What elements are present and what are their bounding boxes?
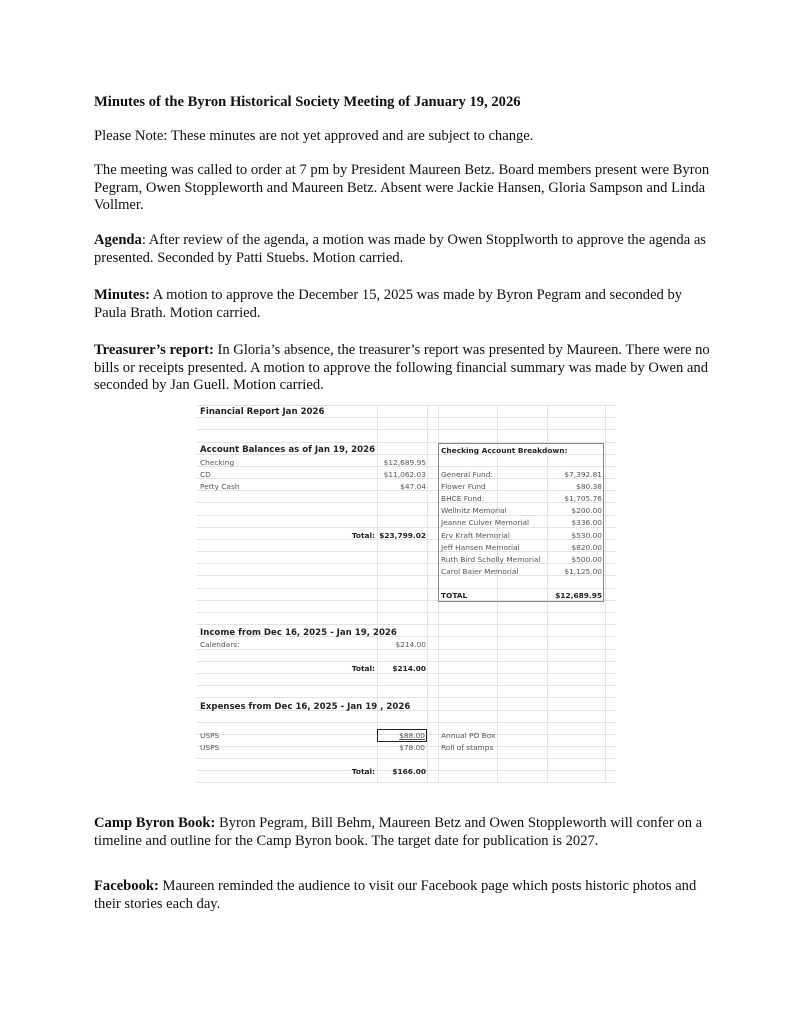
balance-value: $47.04	[400, 482, 426, 491]
camp-byron-book-paragraph	[94, 815, 714, 850]
income-label: Calendars:	[200, 640, 240, 649]
minutes-heading: Minutes:	[94, 287, 150, 303]
expenses-total-label: Total:	[351, 767, 375, 776]
facebook-paragraph	[94, 878, 714, 913]
agenda-text: After review of the agenda, a motion was made by Owen Stopplworth to approve the agenda as presented. Seconded by Patti Stuebs. Motion carried.	[94, 232, 706, 266]
minutes-paragraph	[94, 287, 714, 322]
income-total-label: Total:	[351, 664, 375, 673]
balance-label: CD	[200, 470, 211, 479]
gridline	[605, 405, 606, 783]
breakdown-value: $200.00	[571, 506, 602, 515]
expense-note: Roll of stamps	[441, 743, 494, 752]
gridline	[196, 697, 616, 698]
gridline	[196, 758, 616, 759]
gridline	[196, 782, 616, 783]
breakdown-total-label: TOTAL	[441, 591, 468, 600]
gridline	[196, 612, 616, 613]
balance-label: Petty Cash	[200, 482, 240, 491]
breakdown-value: $336.00	[571, 518, 602, 527]
agenda-heading: Agenda	[94, 232, 142, 248]
breakdown-label: Erv Kraft Memorial	[441, 531, 510, 540]
gridline	[196, 722, 616, 723]
facebook-text: Maureen reminded the audience to visit our Facebook page which posts historic photos and their stories each day.	[94, 878, 697, 912]
treasurers-report-paragraph	[94, 342, 714, 395]
breakdown-label: Jeff Hansen Memorial	[441, 543, 520, 552]
expense-note: Annual PO Box	[441, 731, 496, 740]
breakdown-value: $530.00	[571, 531, 602, 540]
breakdown-total-value: $12,689.95	[555, 591, 602, 600]
breakdown-value: $7,392.81	[564, 470, 602, 479]
breakdown-value: $80.38	[576, 482, 602, 491]
treasurers-report-heading: Treasurer’s report:	[94, 342, 214, 358]
income-heading: Income from Dec 16, 2025 - Jan 19, 2026	[200, 628, 397, 638]
gridline	[196, 685, 616, 686]
balance-value: $11,062.03	[383, 470, 426, 479]
breakdown-value: $500.00	[571, 555, 602, 564]
balance-value: $12,689.95	[383, 458, 426, 467]
expense-value: $78.00	[399, 743, 425, 752]
agenda-paragraph: Agenda: After review of the agenda, a motion was made by Owen Stopplworth to approve the agenda as presented. Seconded by Patti Stuebs. Motion carried.	[94, 232, 706, 266]
camp-byron-book-heading: Camp Byron Book:	[94, 815, 216, 831]
breakdown-label: General Fund:	[441, 470, 493, 479]
gridline	[196, 624, 616, 625]
expenses-heading: Expenses from Dec 16, 2025 - Jan 19 , 2026	[200, 702, 411, 712]
balance-label: Checking	[200, 458, 235, 467]
call-to-order-paragraph: The meeting was called to order at 7 pm by President Maureen Betz. Board members present were Byron Pegram, Owen Stoppleworth and Maureen Betz. Absent were Jackie Hansen, Gloria Sampson and Linda Vollmer.	[94, 162, 710, 213]
balances-total-label: Total:	[351, 531, 375, 540]
facebook-heading: Facebook:	[94, 878, 159, 894]
gridline	[196, 429, 616, 430]
breakdown-label: BHCE Fund:	[441, 494, 485, 503]
breakdown-value: $820.00	[571, 543, 602, 552]
expense-label: USPS	[200, 743, 220, 752]
financial-report-spreadsheet-image	[196, 405, 616, 783]
expenses-total-value: $166.00	[392, 767, 426, 776]
balances-total-value: $23,799.02	[379, 531, 426, 540]
treasurers-report-text: In Gloria’s absence, the treasurer’s report was presented by Maureen. There were no bills or receipts presented. A motion to approve the following financial summary was made by Owen and seconded by Jan Guell. Motion carried.	[94, 342, 710, 393]
breakdown-value: $1,125.00	[564, 567, 602, 576]
balances-heading: Account Balances as of Jan 19, 2026	[200, 445, 376, 455]
income-value: $214.00	[395, 640, 426, 649]
expense-label: USPS	[200, 731, 220, 740]
breakdown-label: Wellnitz Memorial	[441, 506, 507, 515]
report-title: Financial Report Jan 2026	[200, 407, 325, 417]
breakdown-label: Jeanne Culver Memorial	[441, 518, 530, 527]
breakdown-label: Carol Baier Memorial	[441, 567, 519, 576]
gridline	[196, 661, 616, 662]
minutes-text: A motion to approve the December 15, 2025 was made by Byron Pegram and seconded by Paula Brath. Motion carried.	[94, 287, 683, 321]
breakdown-label: Ruth Bird Scholly Memorial	[441, 555, 541, 564]
breakdown-value: $1,705.76	[564, 494, 602, 503]
breakdown-label: Flower Fund	[441, 482, 486, 491]
document-title: Minutes of the Byron Historical Society Meeting of January 19, 2026	[94, 94, 521, 110]
income-total-value: $214.00	[392, 664, 426, 673]
expense-value: $88.00	[399, 731, 425, 740]
approval-note: Please Note: These minutes are not yet approved and are subject to change.	[94, 128, 534, 144]
camp-byron-book-text: Byron Pegram, Bill Behm, Maureen Betz and Owen Stoppleworth will confer on a timeline and outline for the Camp Byron book. The target date for publication is 2027.	[94, 815, 703, 849]
breakdown-heading: Checking Account Breakdown:	[441, 446, 568, 455]
gridline	[427, 405, 428, 783]
